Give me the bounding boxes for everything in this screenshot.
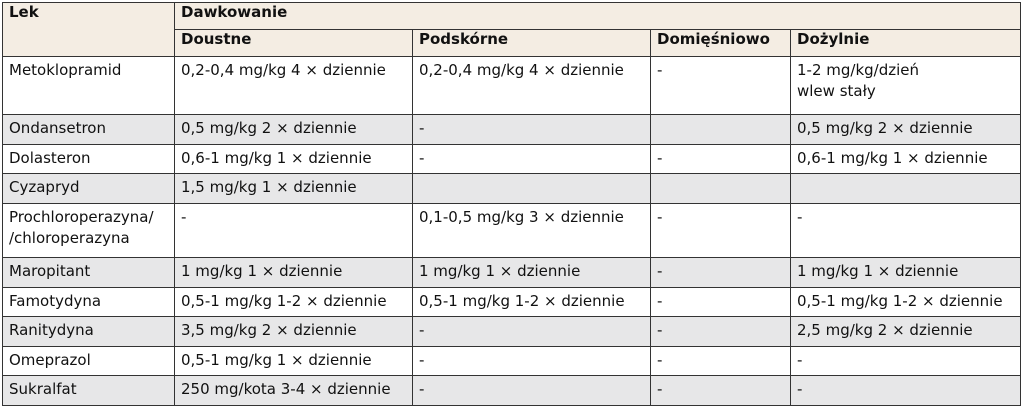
header-route-oral: Doustne (175, 30, 413, 57)
drug-name: Dolasteron (9, 148, 91, 167)
dosage-table (2, 2, 1021, 406)
table-row (3, 317, 1021, 347)
drug-name: Maropitant (9, 262, 91, 281)
intramuscular-dose-cell: - (651, 203, 791, 258)
intramuscular-dose-cell (651, 114, 791, 144)
drug-name: Cyzapryd (9, 178, 80, 197)
dosage-table-body (3, 57, 1021, 406)
drug-name: Metoklopramid (9, 61, 122, 79)
oral-dose-cell: - (175, 203, 413, 258)
drug-name: Prochloroperazyna/ (9, 207, 154, 226)
intravenous-dose-line: wlew stały (797, 82, 876, 100)
table-row (3, 144, 1021, 174)
intravenous-dose-line: 2,5 mg/kg 2 × dziennie (797, 321, 973, 340)
drug-name-cell (3, 258, 175, 288)
intravenous-dose-cell (791, 57, 1021, 115)
intravenous-dose-cell (791, 287, 1021, 317)
intramuscular-dose-cell: - (651, 57, 791, 115)
drug-name: Ranitydyna (9, 321, 94, 340)
subcutaneous-dose-cell (413, 174, 651, 204)
intravenous-dose-line: 0,5 mg/kg 2 × dziennie (797, 118, 973, 137)
intravenous-dose-cell (791, 376, 1021, 406)
intravenous-dose-cell (791, 258, 1021, 288)
drug-name-cell (3, 376, 175, 406)
drug-name-cell (3, 317, 175, 347)
oral-dose-cell: 250 mg/kota 3-4 × dziennie (175, 376, 413, 406)
subcutaneous-dose-cell: 1 mg/kg 1 × dziennie (413, 258, 651, 288)
table-row (3, 114, 1021, 144)
drug-name-cell (3, 346, 175, 376)
header-route-intramuscular: Domięśniowo (651, 30, 791, 57)
intravenous-dose-line: 0,6-1 mg/kg 1 × dziennie (797, 148, 988, 167)
drug-name: Famotydyna (9, 291, 102, 310)
table-row (3, 346, 1021, 376)
drug-name-cell (3, 287, 175, 317)
oral-dose-cell: 3,5 mg/kg 2 × dziennie (175, 317, 413, 347)
intravenous-dose-line: - (797, 207, 803, 226)
table-row (3, 287, 1021, 317)
table-row (3, 174, 1021, 204)
subcutaneous-dose-cell: - (413, 114, 651, 144)
intravenous-dose-line: - (797, 380, 803, 399)
drug-name-cell (3, 57, 175, 115)
header-drug: Lek (3, 3, 175, 57)
intravenous-dose-cell (791, 144, 1021, 174)
intravenous-dose-cell (791, 114, 1021, 144)
table-row (3, 376, 1021, 406)
intramuscular-dose-cell (651, 174, 791, 204)
drug-name-continued: /chloroperazyna (9, 228, 130, 247)
oral-dose-cell: 0,5-1 mg/kg 1-2 × dziennie (175, 287, 413, 317)
intramuscular-dose-cell: - (651, 144, 791, 174)
intravenous-dose-line: - (797, 350, 803, 369)
oral-dose-cell: 0,2-0,4 mg/kg 4 × dziennie (175, 57, 413, 115)
table-row (3, 258, 1021, 288)
header-dosing: Dawkowanie (175, 3, 1021, 30)
intramuscular-dose-cell: - (651, 376, 791, 406)
oral-dose-cell: 1,5 mg/kg 1 × dziennie (175, 174, 413, 204)
drug-name-cell (3, 144, 175, 174)
header-route-subcutaneous: Podskórne (413, 30, 651, 57)
subcutaneous-dose-cell: 0,5-1 mg/kg 1-2 × dziennie (413, 287, 651, 317)
intravenous-dose-line: 1-2 mg/kg/dzień (797, 61, 920, 79)
intravenous-dose-cell (791, 174, 1021, 204)
intravenous-dose-line: 0,5-1 mg/kg 1-2 × dziennie (797, 291, 1003, 310)
header-route-intravenous: Dożylnie (791, 30, 1021, 57)
intramuscular-dose-cell: - (651, 258, 791, 288)
drug-name: Sukralfat (9, 380, 77, 399)
drug-name-cell (3, 203, 175, 258)
oral-dose-cell: 0,5-1 mg/kg 1 × dziennie (175, 346, 413, 376)
intramuscular-dose-cell: - (651, 346, 791, 376)
drug-name: Ondansetron (9, 118, 106, 137)
subcutaneous-dose-cell: - (413, 317, 651, 347)
intramuscular-dose-cell: - (651, 317, 791, 347)
subcutaneous-dose-cell: - (413, 376, 651, 406)
intravenous-dose-cell (791, 346, 1021, 376)
oral-dose-cell: 0,6-1 mg/kg 1 × dziennie (175, 144, 413, 174)
subcutaneous-dose-cell: 0,2-0,4 mg/kg 4 × dziennie (413, 57, 651, 115)
oral-dose-cell: 0,5 mg/kg 2 × dziennie (175, 114, 413, 144)
drug-name: Omeprazol (9, 350, 91, 369)
intravenous-dose-cell (791, 203, 1021, 258)
drug-name-cell (3, 174, 175, 204)
table-row (3, 57, 1021, 115)
intravenous-dose-line: 1 mg/kg 1 × dziennie (797, 262, 959, 281)
table-row (3, 203, 1021, 258)
subcutaneous-dose-cell: 0,1-0,5 mg/kg 3 × dziennie (413, 203, 651, 258)
subcutaneous-dose-cell: - (413, 144, 651, 174)
intravenous-dose-cell (791, 317, 1021, 347)
intramuscular-dose-cell: - (651, 287, 791, 317)
drug-name-cell (3, 114, 175, 144)
oral-dose-cell: 1 mg/kg 1 × dziennie (175, 258, 413, 288)
subcutaneous-dose-cell: - (413, 346, 651, 376)
